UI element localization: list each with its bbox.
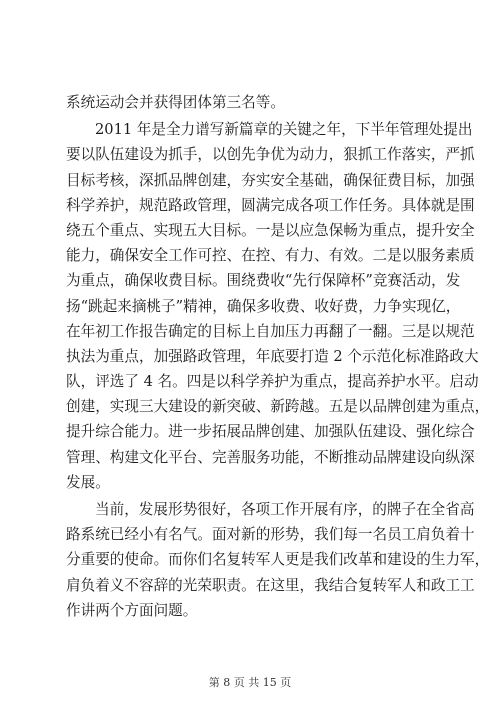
text-line: 能力，确保安全工作可控、在控、有力、有效。二是以服务素质 (66, 247, 475, 265)
text-line: 为重点，确保收费目标。围绕费收“先行保障杯”竞赛活动，发 (66, 272, 461, 290)
text-line: 提升综合能力。进一步拓展品牌创建、加强队伍建设、强化综合 (66, 423, 475, 441)
text-line: 管理、构建文化平台、完善服务功能，不断推动品牌建设向纵深 (66, 448, 475, 466)
text-line: 扬“跳起来摘桃子”精神，确保多收费、收好费，力争实现亿， (66, 297, 461, 315)
text-line: 当前，发展形势很好，各项工作开展有序，的牌子在全省高 (95, 501, 475, 518)
text-line: 科学养护，规范路政管理，圆满完成各项工作任务。具体就是围 (66, 196, 475, 214)
text-line: 在年初工作报告确定的目标上自加压力再翻了一翻。三是以规范 (66, 322, 475, 340)
text-line: 2011 年是全力谱写新篇章的关键之年，下半年管理处提出 (95, 121, 473, 139)
paragraph-3 (66, 497, 490, 623)
body-text (66, 90, 490, 623)
text-line: 分重要的使命。而你们名复转军人更是我们改革和建设的生力军， (66, 551, 490, 569)
text-line: 要以队伍建设为抓手，以创先争优为动力，狠抓工作落实，严抓 (66, 146, 475, 164)
text-line: 路系统已经小有名气。面对新的形势，我们每一名员工肩负着十 (66, 526, 475, 544)
paragraph-1 (66, 90, 438, 115)
text-line: 创建，实现三大建设的新突破、新跨越。五是以品牌创建为重点， (66, 398, 490, 416)
text-line: 系统运动会并获得团体第三名等。 (66, 94, 285, 111)
text-line: 发展。 (66, 473, 110, 491)
text-line: 队，评选了 4 名。四是以科学养护为重点，提高养护水平。启动 (66, 373, 479, 391)
text-line: 作讲两个方面问题。 (66, 601, 198, 619)
paragraph-2 (66, 117, 490, 495)
text-line: 绕五个重点、实现五大目标。一是以应急保畅为重点，提升安全 (66, 221, 475, 239)
text-line: 肩负着义不容辞的光荣职责。在这里，我结合复转军人和政工工 (66, 576, 475, 594)
page-number-footer: 第 8 页 共 15 页 (208, 676, 292, 689)
text-line: 执法为重点，加强路政管理，年底要打造 2 个示范化标准路政大 (66, 347, 479, 365)
text-line: 目标考核，深抓品牌创建，夯实安全基础，确保征费目标，加强 (66, 171, 475, 189)
